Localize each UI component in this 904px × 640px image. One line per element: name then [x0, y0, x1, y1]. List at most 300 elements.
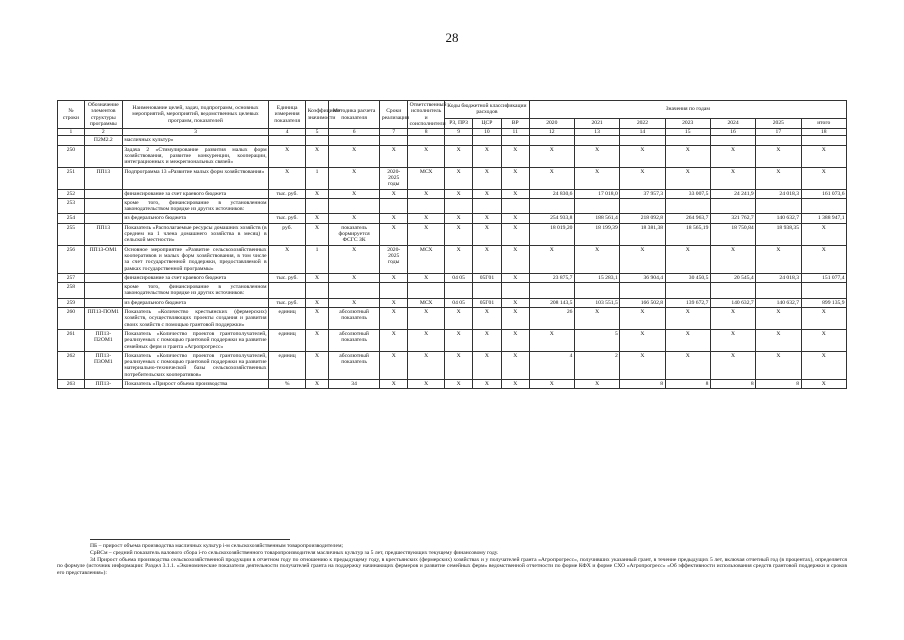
vr-cell: Х: [501, 329, 529, 351]
unit-cell: единиц: [269, 351, 306, 379]
year-value-cell: 18 199,39: [574, 223, 619, 245]
vr-cell: [501, 136, 529, 145]
year-value-cell: [529, 198, 574, 214]
coef-cell: Х: [306, 189, 329, 198]
rz-cell: Х: [445, 167, 473, 189]
csr-cell: Х: [473, 351, 502, 379]
year-value-cell: 2: [574, 351, 619, 379]
vr-cell: Х: [501, 145, 529, 167]
year-value-cell: 139 672,7: [665, 298, 710, 307]
year-value-cell: 8: [710, 379, 755, 388]
row-name: финансирование за счет краевого бюджета: [122, 189, 268, 198]
year-value-cell: Х: [529, 245, 574, 273]
year-value-cell: [620, 283, 665, 299]
csr-cell: [473, 136, 502, 145]
method-cell: Х: [328, 189, 379, 198]
csr-cell: Х: [473, 245, 502, 273]
year-value-cell: 18 938,35: [756, 223, 801, 245]
coef-cell: [306, 136, 329, 145]
coef-cell: Х: [306, 308, 329, 330]
coef-cell: Х: [306, 223, 329, 245]
year-value-cell: 166 502,8: [620, 298, 665, 307]
csr-cell: [473, 198, 502, 214]
coef-cell: Х: [306, 329, 329, 351]
row-number: 253: [58, 198, 85, 214]
footnote-line: ПБ – прирост объема производства масличных культур i-м сельскохозяйственным товаропроизводителем;: [90, 543, 344, 549]
unit-cell: тыс. руб.: [269, 273, 306, 282]
method-cell: [328, 198, 379, 214]
year-value-cell: Х: [665, 351, 710, 379]
coef-cell: [306, 283, 329, 299]
executor-cell: Х: [408, 379, 445, 388]
rz-cell: Х: [445, 145, 473, 167]
year-value-cell: Х: [756, 167, 801, 189]
header-method: Методика расчета показателя: [328, 101, 379, 129]
rz-cell: Х: [445, 351, 473, 379]
row-number: 259: [58, 298, 85, 307]
coef-cell: Х: [306, 273, 329, 282]
row-number: [58, 136, 85, 145]
year-value-cell: 24 018,3: [756, 273, 801, 282]
executor-cell: Х: [408, 223, 445, 245]
footnote-line: 34 Прирост объема производства сельскохозяйственной продукции в отчетном году по отношению к предыдущему году, в крестьянских (фермерских) хозяйствах и у получателей гранта «Агропрогресс», получивших указанный грант, в течение предыдущих 5 лет, включая отчетный год (в процентах), определяется по формуле (источник информации: Раздел 3.1.1. «Экономические показатели деятельности получателей гранта на поддержку начинающих фермеров и развитие семейных ферм» ведомственной отчетности по форме КФХ и форме СХО «Агропрогресс» «Об эффективности использования средств грантовой поддержки и сроков его представления»):: [57, 556, 847, 577]
header-row-no: № строки: [58, 101, 85, 129]
rz-cell: Х: [445, 189, 473, 198]
terms-cell: [380, 198, 408, 214]
header-values: Значения по годам: [529, 101, 846, 119]
year-value-cell: 321 762,7: [710, 214, 755, 223]
year-value-cell: Х: [574, 245, 619, 273]
method-cell: Х: [328, 273, 379, 282]
year-value-cell: 24 018,3: [756, 189, 801, 198]
year-value-cell: Х: [665, 167, 710, 189]
year-value-cell: [756, 136, 801, 145]
rz-cell: [445, 198, 473, 214]
rz-cell: Х: [445, 223, 473, 245]
csr-cell: Х: [473, 145, 502, 167]
unit-cell: %: [269, 379, 306, 388]
table-row: [58, 351, 847, 379]
rz-cell: 04 05: [445, 273, 473, 282]
year-value-cell: Х: [665, 145, 710, 167]
row-name: Показатель «Количество проектов грантополучателей, реализуемых с помощью грантовой поддержки на развитие материально-технической базы сельскохозяйственных потребительских кооперативов»: [124, 352, 267, 378]
year-value-cell: 24 830,6: [529, 189, 574, 198]
element-code: П2М2.2: [84, 136, 122, 145]
element-code: [84, 189, 122, 198]
year-value-cell: Х: [756, 329, 801, 351]
year-value-cell: 140 632,7: [756, 214, 801, 223]
method-cell: Х: [328, 167, 379, 189]
terms-cell: Х: [380, 308, 408, 330]
method-cell: [328, 136, 379, 145]
rz-cell: Х: [445, 308, 473, 330]
row-name: Показатель «Количество проектов грантополучателей, реализуемых с помощью грантовой поддержки на развитие семейных ферм и гранта «Агропрогресс»: [124, 330, 267, 350]
unit-cell: [269, 198, 306, 214]
year-value-cell: Х: [665, 245, 710, 273]
year-value-cell: 103 551,5: [574, 298, 619, 307]
header-year: 2021: [574, 118, 619, 129]
year-value-cell: 264 963,7: [665, 214, 710, 223]
year-value-cell: Х: [574, 145, 619, 167]
vr-cell: Х: [501, 298, 529, 307]
vr-cell: Х: [501, 189, 529, 198]
element-code: [84, 214, 122, 223]
unit-cell: руб.: [269, 223, 306, 245]
year-value-cell: 37 957,3: [620, 189, 665, 198]
executor-cell: МСХ: [408, 167, 445, 189]
terms-cell: Х: [380, 329, 408, 351]
year-value-cell: 8: [620, 379, 665, 388]
csr-cell: Х: [473, 167, 502, 189]
row-name: из федерального бюджета: [122, 214, 268, 223]
coef-cell: Х: [306, 145, 329, 167]
table-row: [58, 245, 847, 273]
total-cell: [801, 136, 847, 145]
row-number: 263: [58, 379, 85, 388]
rz-cell: Х: [445, 214, 473, 223]
unit-cell: единиц: [269, 308, 306, 330]
element-code: ПП13-П2ОМ1: [84, 329, 122, 351]
column-number: 7: [380, 129, 408, 136]
vr-cell: Х: [501, 167, 529, 189]
row-name: Основное мероприятие «Развитие сельскохозяйственных кооперативов и малых форм хозяйствования, в том числе за счет государственной поддержки, предоставляемой в рамках государственной программы»: [124, 246, 267, 272]
terms-cell: Х: [380, 298, 408, 307]
column-number: 16: [710, 129, 755, 136]
column-number: 1: [58, 129, 85, 136]
column-number: 14: [620, 129, 665, 136]
executor-cell: МСХ: [408, 245, 445, 273]
column-number: 9: [445, 129, 473, 136]
method-cell: показатель формируется ФСГС ЗК: [328, 223, 379, 245]
header-rz: РЗ, ПРЗ: [445, 118, 473, 129]
terms-cell: [380, 283, 408, 299]
header-vr: ВР: [501, 118, 529, 129]
table-row: [58, 308, 847, 330]
year-value-cell: [756, 198, 801, 214]
executor-cell: Х: [408, 273, 445, 282]
terms-cell: [380, 136, 408, 145]
row-name: Показатель «Количество крестьянских (фермерских) хозяйств, осуществляющих проекты создания и развития своих хозяйств с помощью грантовой поддержки»: [124, 309, 267, 328]
column-number-row: [58, 129, 847, 136]
unit-cell: единиц: [269, 329, 306, 351]
coef-cell: Х: [306, 298, 329, 307]
rz-cell: 04 05: [445, 298, 473, 307]
column-number: 2: [84, 129, 122, 136]
terms-cell: Х: [380, 145, 408, 167]
header-total: итого: [801, 118, 847, 129]
element-code: ПП13: [84, 167, 122, 189]
vr-cell: Х: [501, 379, 529, 388]
row-number: 250: [58, 145, 85, 167]
year-value-cell: Х: [620, 351, 665, 379]
year-value-cell: 254 933,8: [529, 214, 574, 223]
column-number: 12: [529, 129, 574, 136]
year-value-cell: Х: [756, 351, 801, 379]
year-value-cell: 20 545,4: [710, 273, 755, 282]
row-number: 251: [58, 167, 85, 189]
total-cell: Х: [801, 223, 847, 245]
year-value-cell: 18 381,38: [620, 223, 665, 245]
row-number: 258: [58, 283, 85, 299]
year-value-cell: 36 904,4: [620, 273, 665, 282]
table-row: [58, 329, 847, 351]
element-code: [84, 198, 122, 214]
row-number: 260: [58, 308, 85, 330]
rz-cell: Х: [445, 379, 473, 388]
row-number: 252: [58, 189, 85, 198]
year-value-cell: 188 561,4: [574, 214, 619, 223]
terms-cell: Х: [380, 379, 408, 388]
csr-cell: 05Г01: [473, 273, 502, 282]
executor-cell: Х: [408, 308, 445, 330]
vr-cell: [501, 283, 529, 299]
year-value-cell: Х: [710, 167, 755, 189]
element-code: ПП13-П3ОМ1: [84, 351, 122, 379]
column-number: 17: [756, 129, 801, 136]
header-budget-codes: Коды бюджетной классификации расходов: [445, 101, 529, 119]
rz-cell: [445, 136, 473, 145]
executor-cell: Х: [408, 329, 445, 351]
year-value-cell: [574, 198, 619, 214]
year-value-cell: 18 019,20: [529, 223, 574, 245]
year-value-cell: [665, 136, 710, 145]
rz-cell: [445, 283, 473, 299]
executor-cell: [408, 283, 445, 299]
method-cell: Х: [328, 298, 379, 307]
coef-cell: Х: [306, 351, 329, 379]
table-row: [58, 223, 847, 245]
method-cell: 34: [328, 379, 379, 388]
header-csr: ЦСР: [473, 118, 502, 129]
column-number: 4: [269, 129, 306, 136]
row-name: кроме того, финансирование в установленном законодательством порядке из других источников:: [124, 284, 267, 297]
year-value-cell: Х: [574, 379, 619, 388]
coef-cell: Х: [306, 379, 329, 388]
csr-cell: [473, 283, 502, 299]
method-cell: Х: [328, 214, 379, 223]
year-value-cell: 24 241,9: [710, 189, 755, 198]
table-row: [58, 189, 847, 198]
table-row: [58, 298, 847, 307]
page-number: 28: [445, 30, 459, 45]
method-cell: абсолютный показатель: [328, 308, 379, 330]
unit-cell: [269, 136, 306, 145]
terms-cell: Х: [380, 214, 408, 223]
vr-cell: Х: [501, 214, 529, 223]
element-code: [84, 283, 122, 299]
footnote-divider: [90, 539, 290, 540]
executor-cell: МСХ: [408, 298, 445, 307]
year-value-cell: 208 143,5: [529, 298, 574, 307]
table-row: [58, 214, 847, 223]
table-header: [58, 101, 847, 136]
table-body: [58, 136, 847, 389]
year-value-cell: Х: [529, 167, 574, 189]
total-cell: Х: [801, 245, 847, 273]
header-unit: Единица измерения показателя: [269, 101, 306, 129]
total-cell: Х: [801, 351, 847, 379]
unit-cell: тыс. руб.: [269, 189, 306, 198]
unit-cell: Х: [269, 145, 306, 167]
year-value-cell: Х: [710, 308, 755, 330]
year-value-cell: 140 632,7: [710, 298, 755, 307]
csr-cell: 05Г01: [473, 298, 502, 307]
year-value-cell: [620, 198, 665, 214]
executor-cell: [408, 136, 445, 145]
row-name: кроме того, финансирование в установленном законодательством порядке из других источников:: [124, 199, 267, 213]
year-value-cell: Х: [529, 145, 574, 167]
total-cell: 1 388 947,1: [801, 214, 847, 223]
year-value-cell: 218 092,8: [620, 214, 665, 223]
column-number: 8: [408, 129, 445, 136]
column-number: 13: [574, 129, 619, 136]
executor-cell: Х: [408, 214, 445, 223]
method-cell: Х: [328, 245, 379, 273]
column-number: 18: [801, 129, 847, 136]
year-value-cell: [710, 136, 755, 145]
year-value-cell: [574, 283, 619, 299]
year-value-cell: Х: [620, 308, 665, 330]
year-value-cell: 4: [529, 351, 574, 379]
vr-cell: Х: [501, 273, 529, 282]
method-cell: Х: [328, 145, 379, 167]
header-year: 2025: [756, 118, 801, 129]
header-name: Наименование целей, задач, подпрограмм, основных мероприятий, мероприятий, ведомственных целевых программ, показателей: [122, 101, 268, 129]
element-code: ПП13-ПОМ1: [84, 308, 122, 330]
rz-cell: Х: [445, 245, 473, 273]
row-name: масличных культур»: [122, 136, 268, 145]
year-value-cell: Х: [574, 167, 619, 189]
year-value-cell: 18 565,19: [665, 223, 710, 245]
year-value-cell: [710, 283, 755, 299]
terms-cell: Х: [380, 351, 408, 379]
unit-cell: тыс. руб.: [269, 214, 306, 223]
element-code: [84, 273, 122, 282]
year-value-cell: 17 018,0: [574, 189, 619, 198]
row-number: 262: [58, 351, 85, 379]
method-cell: [328, 283, 379, 299]
coef-cell: Х: [306, 214, 329, 223]
year-value-cell: [665, 283, 710, 299]
total-cell: [801, 283, 847, 299]
year-value-cell: Х: [574, 308, 619, 330]
header-year: 2022: [620, 118, 665, 129]
table-row: [58, 379, 847, 388]
row-number: 254: [58, 214, 85, 223]
column-number: 11: [501, 129, 529, 136]
row-number: 261: [58, 329, 85, 351]
column-number: 10: [473, 129, 502, 136]
year-value-cell: Х: [620, 167, 665, 189]
row-number: 256: [58, 245, 85, 273]
footnotes: [57, 539, 847, 577]
total-cell: 161 073,6: [801, 189, 847, 198]
csr-cell: Х: [473, 379, 502, 388]
year-value-cell: Х: [710, 351, 755, 379]
vr-cell: Х: [501, 245, 529, 273]
executor-cell: [408, 198, 445, 214]
budget-table-container: [57, 100, 847, 389]
year-value-cell: Х: [620, 329, 665, 351]
method-cell: абсолютный показатель: [328, 351, 379, 379]
total-cell: 899 135,9: [801, 298, 847, 307]
year-value-cell: Х: [529, 329, 574, 351]
terms-cell: Х: [380, 273, 408, 282]
year-value-cell: [620, 136, 665, 145]
vr-cell: Х: [501, 351, 529, 379]
terms-cell: Х: [380, 223, 408, 245]
coef-cell: [306, 198, 329, 214]
vr-cell: [501, 198, 529, 214]
year-value-cell: Х: [710, 245, 755, 273]
year-value-cell: 8: [756, 379, 801, 388]
header-terms: Сроки реализации: [380, 101, 408, 129]
table-row: [58, 145, 847, 167]
terms-cell: 2020-2025 годы: [380, 245, 408, 273]
coef-cell: 1: [306, 245, 329, 273]
executor-cell: Х: [408, 351, 445, 379]
row-name: из федерального бюджета: [122, 298, 268, 307]
element-code: [84, 298, 122, 307]
vr-cell: Х: [501, 308, 529, 330]
table-row: [58, 283, 847, 299]
column-number: 5: [306, 129, 329, 136]
year-value-cell: 26: [529, 308, 574, 330]
year-value-cell: Х: [756, 245, 801, 273]
year-value-cell: [574, 136, 619, 145]
table-row: [58, 273, 847, 282]
row-name: Подпрограмма 13 «Развитие малых форм хозяйствования»: [122, 167, 268, 189]
element-code: ПП13: [84, 223, 122, 245]
vr-cell: Х: [501, 223, 529, 245]
column-number: 15: [665, 129, 710, 136]
total-cell: [801, 198, 847, 214]
unit-cell: Х: [269, 245, 306, 273]
row-name: Показатель «Прирост объема производства: [122, 379, 268, 388]
header-coef: Коэффициент значимости: [306, 101, 329, 129]
total-cell: 151 077,4: [801, 273, 847, 282]
header-code: Обозначение элементов структуры программы: [84, 101, 122, 129]
coef-cell: 1: [306, 167, 329, 189]
year-value-cell: 140 632,7: [756, 298, 801, 307]
year-value-cell: 30 450,5: [665, 273, 710, 282]
method-cell: абсолютный показатель: [328, 329, 379, 351]
csr-cell: Х: [473, 308, 502, 330]
table-row: [58, 198, 847, 214]
year-value-cell: 33 007,5: [665, 189, 710, 198]
column-number: 3: [122, 129, 268, 136]
csr-cell: Х: [473, 329, 502, 351]
csr-cell: Х: [473, 223, 502, 245]
element-code: ПП13-ОМ1: [84, 245, 122, 273]
year-value-cell: [529, 136, 574, 145]
header-year: 2024: [710, 118, 755, 129]
header-year: 2023: [665, 118, 710, 129]
terms-cell: Х: [380, 189, 408, 198]
total-cell: Х: [801, 308, 847, 330]
table-row: [58, 167, 847, 189]
total-cell: Х: [801, 167, 847, 189]
year-value-cell: [710, 198, 755, 214]
total-cell: Х: [801, 145, 847, 167]
year-value-cell: 5: [574, 329, 619, 351]
rz-cell: Х: [445, 329, 473, 351]
element-code: [84, 145, 122, 167]
executor-cell: Х: [408, 145, 445, 167]
table-row: [58, 136, 847, 145]
year-value-cell: Х: [665, 329, 710, 351]
year-value-cell: Х: [710, 329, 755, 351]
